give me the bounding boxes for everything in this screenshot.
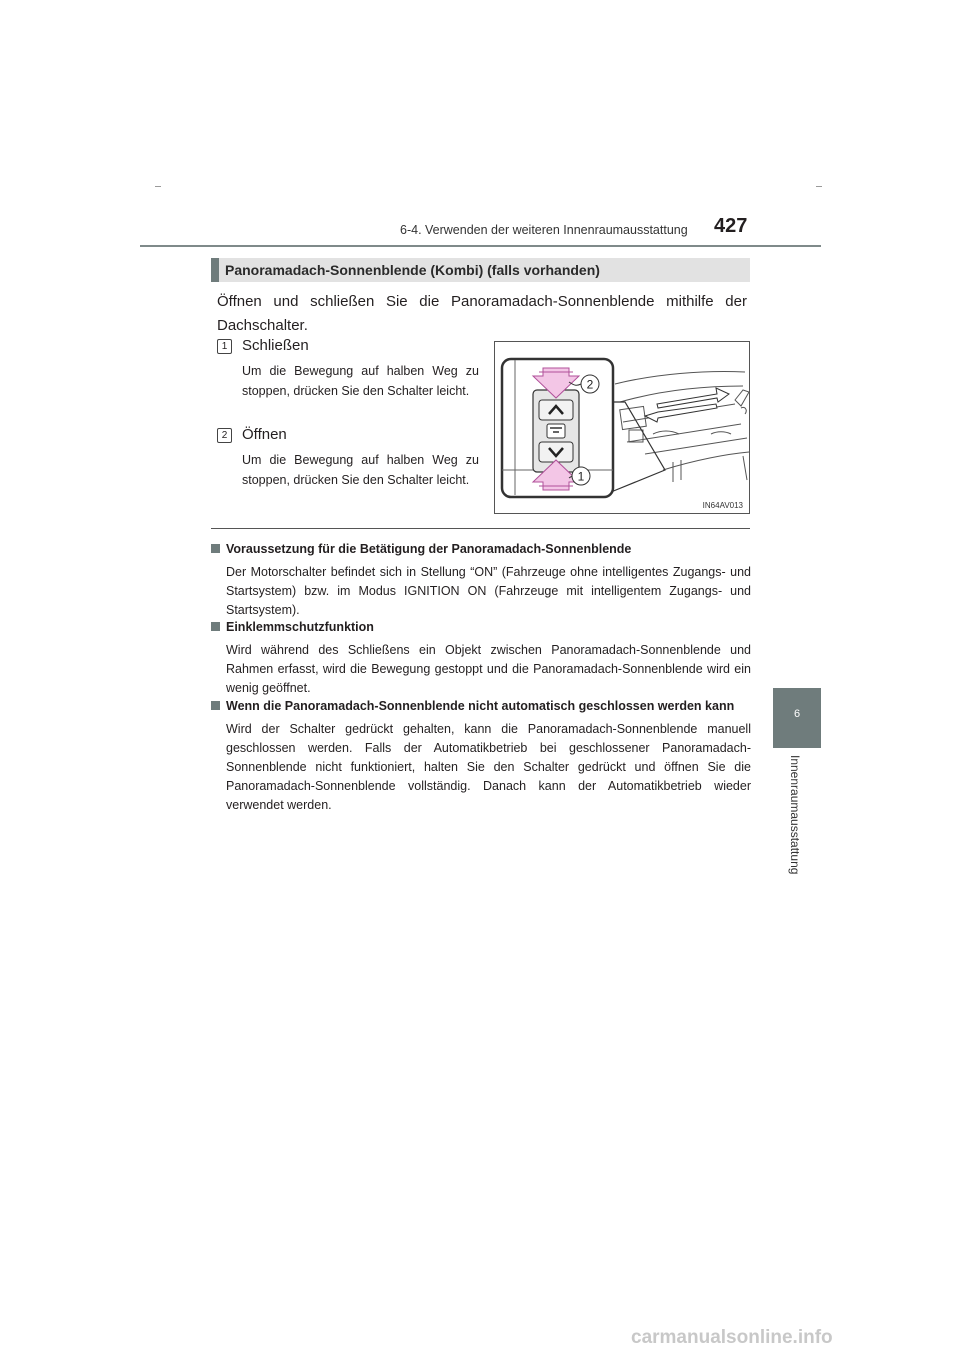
section-separator [211, 528, 750, 529]
intro-paragraph: Öffnen und schließen Sie die Panoramadach-Sonnenblende mithilfe der Dachschalter. [217, 293, 747, 334]
callout-label-1: 1 [577, 469, 585, 484]
step-badge-2: 2 [217, 428, 232, 443]
header-rule [140, 245, 821, 247]
roof-switch-illustration [494, 341, 750, 514]
sunshade-icon [547, 424, 565, 438]
step-title-open: Öffnen [242, 426, 287, 443]
step-text-open: Um die Bewegung auf halben Weg zu stoppen, drücken Sie den Schalter leicht. [242, 453, 479, 487]
note-heading: Voraussetzung für die Betätigung der Panoramadach-Sonnenblende [211, 540, 751, 558]
note-heading: Wenn die Panoramadach-Sonnenblende nicht automatisch geschlossen werden kann [211, 697, 751, 715]
section-heading-bar [211, 258, 750, 282]
switch-up-button [539, 400, 573, 420]
chapter-label [780, 755, 810, 895]
figure-code: IN64AV013 [702, 501, 743, 510]
note-body: Wird während des Schließens ein Objekt zwischen Panoramadach-Sonnenblende und Rahmen erfasst, wird die Bewegung gestoppt und die Panoramadach-Sonnenblende wird ein wenig geöffnet. [226, 643, 751, 695]
step-text-close: Um die Bewegung auf halben Weg zu stoppen, drücken Sie den Schalter leicht. [242, 364, 479, 398]
switch-down-button [539, 442, 573, 462]
note-jam-protection [211, 618, 751, 698]
note-body: Wird der Schalter gedrückt gehalten, kann die Panoramadach-Sonnenblende manuell geschlossen werden. Falls der Automatikbetrieb bei geschlossener Panoramadach-Sonnenblende nicht funktioniert, halten Sie den Schalter gedrückt und öffnen Sie die Panoramadach-Sonnenblende vollständig. Danach kann der Automatikbetrieb wieder verwendet werden. [226, 722, 751, 812]
crop-mark [816, 186, 822, 187]
page-number: 427 [714, 215, 748, 237]
section-heading: Panoramadach-Sonnenblende (Kombi) (falls vorhanden) [225, 262, 600, 278]
crop-mark [155, 186, 161, 187]
chapter-label-text: Innenraumausstattung [788, 755, 802, 875]
overhead-console-sketch [615, 372, 749, 483]
roof-switch-drawing [495, 342, 751, 515]
note-manual-close [211, 697, 751, 815]
watermark: carmanualsonline.info [631, 1327, 833, 1348]
note-operating-conditions [211, 540, 751, 620]
callout-label-2: 2 [586, 377, 594, 392]
step-title-close: Schließen [242, 337, 309, 354]
chapter-tab [773, 688, 821, 748]
chapter-number: 6 [793, 708, 801, 720]
note-heading: Einklemmschutzfunktion [211, 618, 751, 636]
running-header: 6-4. Verwenden der weiteren Innenraumausstattung [400, 223, 688, 237]
step-badge-1: 1 [217, 339, 232, 354]
note-body: Der Motorschalter befindet sich in Stellung “ON” (Fahrzeuge ohne intelligentes Zugangs- und Startsystem) bzw. im Modus IGNITION ON (Fahrzeuge mit intelligentem Zugangs- und Startsystem). [226, 565, 751, 617]
